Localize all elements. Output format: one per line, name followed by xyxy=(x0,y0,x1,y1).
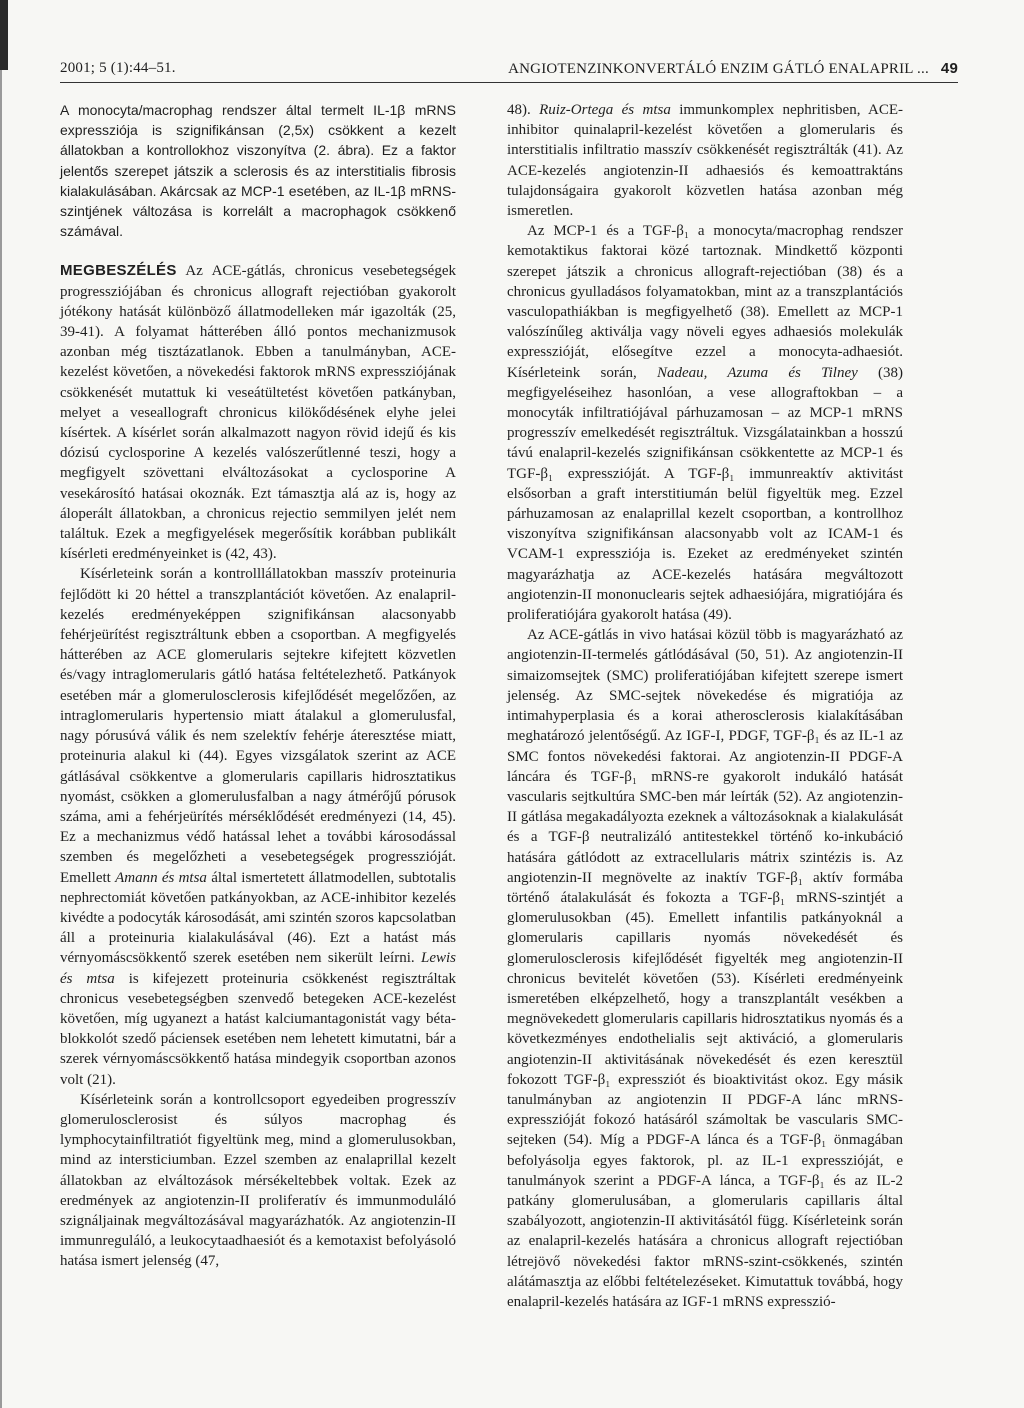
ace-invivo-paragraph: Az ACE-gátlás in vivo hatásai közül több is magyarázható az angiotenzin-II-termelés gátlódásával (50, 51). Az angiotenzin-II simaizomsejtek (SMC) proliferatiójában kifejtett szerepe ismert jelenség. Az SMC-sejtek növekedése és migratiója az intimahyperplasia és a korai atherosclerosis kialakításában meghatározó jelentőségű. Az IGF-I, PDGF, TGF-β₁ és az IL-1 az SMC fontos növekedési faktorai. Az angiotenzin-II PDGF-A láncára és TGF-β₁ mRNS-re gyakorolt indukáló hatását vascularis sejtkultúra SMC-ben már leírták (52). Az angiotenzin-II gátlása megakadályozta ezeknek a változásoknak a kialakulását és a TGF-β neutralizáló antitestekkel történő ko-inkubáció hatására gátlódott az extracellularis mátrix szintézis is. Az angiotenzin-II megnövelte az inaktív TGF-β₁ aktív formába történő átalakulását és fokozta a TGF-β₁ mRNS-szintjét a glomerulusokban (45). Emellett infantilis patkányoknál a glomerularis capillaris nyomás növekedését és glomerulosclerosis kifejlődését figyelték meg angiotenzin-II chronicus bevitelét követően (53). Kísérleti eredményeink ismeretében elképzelhető, hogy a transzplantált vesékben a megnövekedett glomerularis capillaris hidrosztatikus nyomás és a következményes endothelialis sejt aktiváció, a glomerularis angiotenzin-II aktivitásának növekedését és ezen keresztül fokozott TGF-β₁ expressziót és bioaktivitást okoz. Egy másik tanulmányban az angiotenzin II PDGF-A lánc mRNS-expresszióját fokozó hatásáról számoltak be vascularis SMC-sejteken (54). Míg a PDGF-A lánca és a TGF-β₁ önmagában befolyásolja egyes faktorok, pl. az IL-1 expresszióját, e tanulmányok szerint a PDGF-A lánca, a TGF-β₁ és az IL-2 patkány glomerulusában, a glomerularis capillaris által szabályozott, angiotenzin-II aktivitásától függ. Kísérleteink során az enalapril-kezelés hatására a chronicus allograft rejectióban létrejövő növekedési faktor mRNS-szint-csökkenés, szintén alátámasztja az előbbi feltételezéseket. Kimutattuk továbbá, hogy enalapril-kezelés hatására az IGF-1 mRNS expresszió- xyxy=(507,627,903,1310)
proteinuria-paragraph xyxy=(60,564,456,1089)
continuation-text-b: immunkomplex nephritisben, ACE-inhibitor quinalapril-kezelést követően a glomerularis és interstitialis infiltratio masszív csökkenését regisztrálták (41). Az ACE-kezelés angiotenzin-II adhaesiós és kemoattraktáns tulajdonságaira gyakorolt közvetlen hatása azonban még ismeretlen. xyxy=(507,102,903,220)
proteinuria-text-a: Kísérleteink során a kontrolllállatokban masszív proteinuria fejlődött ki 20 héttel a transzplantációt követően. Az enalapril-kezelés eredményeképpen szignifikánsan alacsonyabb fehérjeürítést regisztráltunk ebben a csoportban. A megfigyelés hátterében az ACE glomerularis sejtekre kifejtett közvetlen és/vagy intraglomerularis gátló hatása feltételezhető. Patkányok esetében már a glomerulosclerosis kifejlődését megelőzően, az intraglomerularis hypertensio miatt átalakul a glomerulusfal, nagy pórusúvá válik és nem szelektív fehérje áteresztése miatt, proteinuria alakul ki (44). Egyes vizsgálatok szerint az ACE gátlásával csökkentve a glomerularis capillaris hidrosztatikus nyomást, csökken a glomerulusfalban a nagy átmérőjű pórusok száma, ami a fehérjeürítés mérséklődését eredményezi (14, 45). Ez a mechanizmus védő hatással lehet a további károsodással szemben és megelőzheti a vesebetegségek progresszióját. Emellett xyxy=(60,566,456,886)
author-ref-lewis: Lewis és mtsa xyxy=(60,950,456,987)
page-edge-mark xyxy=(0,0,8,70)
running-title: ANGIOTENZINKONVERTÁLÓ ENZIM GÁTLÓ ENALAPRIL ... xyxy=(508,61,929,77)
page-number: 49 xyxy=(940,60,958,77)
citation: 2001; 5 (1):44–51. xyxy=(60,60,176,76)
infiltration-paragraph: Kísérleteink során a kontrollcsoport egyedeiben progresszív glomerulosclerosist és súlyos macrophag és lymphocytainfiltratiót figyeltünk meg, mind a glomerulusokban, mind az intersticiumban. Ezzel szemben az enalaprillal kezelt állatokban az elváltozások mérsékeltebbek voltak. Ezek az eredmények az angiotenzin-II proliferatív és immunmoduláló szignáljainak megváltozásával magyarázhatók. Az angiotenzin-II immunreguláló, a leukocytaadhaesiót és a kemotaxist befolyásoló hatása ismert jelenség (47, xyxy=(60,1091,456,1270)
results-text-b: Akárcsak az MCP-1 esetében, az IL-1β mRNS-szintjének változása is korrelált a macrophagok csökkenő számával. xyxy=(60,182,456,240)
continuation-paragraph xyxy=(507,100,903,221)
mcp1-text-a: Az MCP-1 és a TGF-β₁ a monocyta/macrophag rendszer kemotaktikus faktorai közé tartoznak. Mindkettő központi szerepet játszik a chronicus allograft-rejectióban (38) és a chronicus gyulladásos folyamatokban, mint az a transzplantációs vasculopathiákban is megfigyelhető (38). Emellett az MCP-1 valószínűleg aktiválja vagy növeli egyes adhaesiós molekulák expresszióját, elősegítve ezzel a monocyta-adhaesiót. Kísérleteink során, xyxy=(507,223,903,381)
discussion-paragraph xyxy=(60,261,456,564)
discussion-text: Az ACE-gátlás, chronicus vesebetegségek progressziójában és chronicus allograft rejectióban gyakorolt jótékony hatását különböző állatmodelleken már igazolták (25, 39-41). A folyamat hátterében álló pontos mechanizmusok azonban még tisztázatlanok. Ebben a tanulmányban, ACE-kezelést követően, a növekedési faktorok mRNS expressziójának csökkenését mutattuk ki veseátültetést követően patkányban, melyet a veseallograft chronicus kilökődésének elyhe jelei kísértek. A kísérlet során alkalmazott nagyon rövid idejű és kis dózisú cyclosporine A kezelés valószerűtlenné teszi, hogy a megfigyelt szövettani elváltozásokat a cyclosporine A vesekárosító hatásai okoznák. Ezt támasztja alá az is, hogy az áloperált állatokban, a chronicus rejectio semmilyen jelét nem találtuk. Ezek a megfigyelések megerősítik korábban publikált kísérleti eredményeinket is (42, 43). xyxy=(60,263,456,563)
proteinuria-text-b: által ismertetett állatmodellen, subtotalis nephrectomiát követően patkányokban, az ACE-inhibitor kezelés kivédte a podocyták károsodását, ami szintén szoros kapcsolatban áll a proteinuria kialakulásával (46). Ezt a hatást más vérnyomáscsökkentő szerek esetében nem sikerült leírni. xyxy=(60,869,456,967)
running-header xyxy=(60,60,958,83)
page-edge xyxy=(0,0,2,1408)
mcp1-text-b: (38) megfigyeléseihez hasonlóan, a vese allograftokban – a monocyták infiltratiójával párhuzamosan – az MCP-1 mRNS progresszív emelkedését regisztráltuk. Vizsgálatainkban a hosszú távú enalapril-kezelés szignifikánsan csökkentette az MCP-1 és TGF-β₁ expresszióját. A TGF-β₁ immunreaktív aktivitást elsősorban a graft interstitiumán belül figyeltük meg. Ezzel párhuzamosan az enalaprillal kezelt csoportban, a kontrollhoz viszonyítva szignifikánsan alacsonyabb volt az ICAM-1 és VCAM-1 expressziója is. Ezeket az eredményeket szintén magyarázhatja az ACE-kezelés hatására megváltozott angiotenzin-II mononuclearis sejtek adhaesiójára, migratiójára és proliferatiójára gyakorolt hatása (49). xyxy=(507,364,903,624)
mcp1-paragraph xyxy=(507,221,903,625)
discussion-heading: MEGBESZÉLÉS xyxy=(60,262,177,280)
continuation-text-a: 48). xyxy=(507,102,540,118)
results-text-a: A monocyta/macrophag rendszer által termelt IL-1β mRNS expressziója is szignifikánsan (2,5x) csökkent a kezelt állatokban a kontrollokhoz viszonyítva (2. ábra). Ez a faktor jelentős szerepet játszik a sclerosis és az interstitialis fibrosis kialakulásában. xyxy=(60,102,456,199)
running-title-block xyxy=(508,60,958,78)
author-ref-amann: Amann és mtsa xyxy=(115,869,207,886)
left-column xyxy=(60,100,456,1272)
right-column xyxy=(507,100,903,1312)
proteinuria-text-c: is kifejezett proteinuria csökkenést regisztráltak chronicus vesebetegségben szenvedő betegeken ACE-kezelést követően, míg ugyanezt a hatást kalciumantagonistát vagy béta-blokkolót szedő páciensek esetében nem lehetett kimutatni, bár a szerek vérnyomáscsökkentő hatása mindegyik csoportban azonos volt (21). xyxy=(60,970,456,1088)
author-ref-ruiz-ortega: Ruiz-Ortega és mtsa xyxy=(539,102,671,118)
author-ref-nadeau: Nadeau, Azuma és Tilney xyxy=(656,364,858,381)
results-paragraph xyxy=(60,100,456,241)
